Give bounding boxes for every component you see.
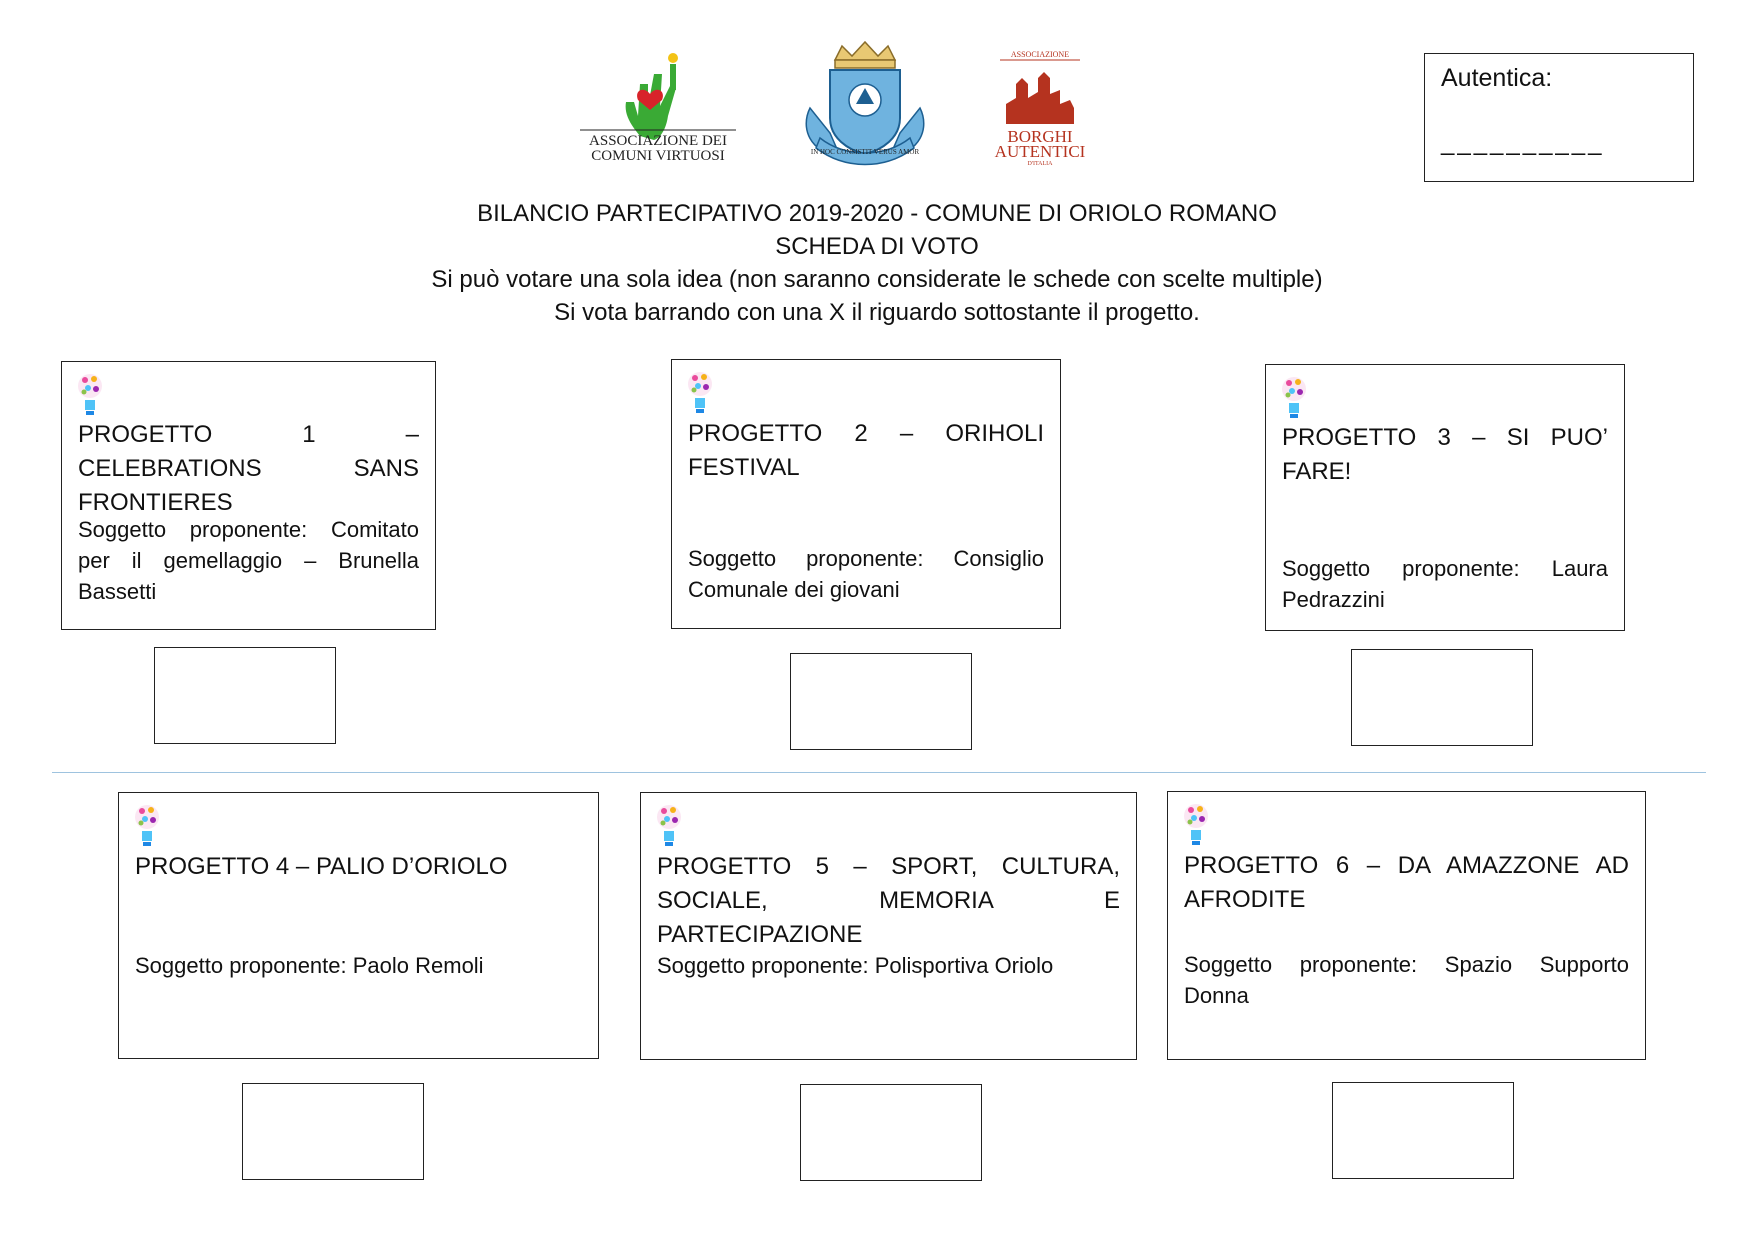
- project-card-4: [118, 792, 599, 1059]
- project-3-title: PROGETTO 3 – SI PUO’ FARE!: [1282, 424, 1608, 485]
- authentic-label: Autentica:: [1441, 64, 1553, 92]
- section-divider: [52, 772, 1706, 773]
- project-6-proposer: Soggetto proponente: Spazio Supporto Donna: [1184, 952, 1629, 1008]
- lightbulb-icon: [1280, 373, 1308, 421]
- project-card-5: [640, 792, 1137, 1060]
- lightbulb-icon: [76, 370, 104, 418]
- project-2-proposer: Soggetto proponente: Consiglio Comunale dei giovani: [688, 546, 1044, 602]
- authentic-box[interactable]: [1424, 53, 1694, 182]
- project-4-proposer: Soggetto proponente: Paolo Remoli: [135, 953, 484, 978]
- lightbulb-icon: [655, 801, 683, 849]
- project-5-title: PROGETTO 5 – SPORT, CULTURA, SOCIALE, MEMORIA E PARTECIPAZIONE: [657, 853, 1120, 948]
- lightbulb-icon: [1182, 800, 1210, 848]
- logo-borghi-autentici: [990, 48, 1090, 166]
- project-2-title: PROGETTO 2 – ORIHOLI FESTIVAL: [688, 420, 1044, 481]
- project-card-3: [1265, 364, 1625, 631]
- lightbulb-icon: [133, 801, 161, 849]
- ballot-title: BILANCIO PARTECIPATIVO 2019-2020 - COMUNE DI ORIOLO ROMANO: [477, 200, 1277, 227]
- logo-comuni-virtuosi: [580, 44, 736, 164]
- project-card-2: [671, 359, 1061, 629]
- borghi-top: ASSOCIAZIONE: [1010, 50, 1070, 59]
- vote-box-2[interactable]: [790, 653, 972, 750]
- vote-box-4[interactable]: [242, 1083, 424, 1180]
- project-5-proposer: Soggetto proponente: Polisportiva Oriolo: [657, 953, 1054, 978]
- vote-box-5[interactable]: [800, 1084, 982, 1181]
- ballot-subtitle: SCHEDA DI VOTO: [775, 233, 979, 260]
- borghi-line2: AUTENTICI: [994, 142, 1086, 161]
- project-3-proposer: Soggetto proponente: Laura Pedrazzini: [1282, 556, 1608, 612]
- project-1-title: PROGETTO 1 – CELEBRATIONS SANS FRONTIERES: [78, 421, 419, 516]
- vote-box-6[interactable]: [1332, 1082, 1514, 1179]
- project-1-proposer: Soggetto proponente: Comitato per il gemellaggio – Brunella Bassetti: [78, 517, 419, 604]
- borghi-line1: BORGHI: [1007, 127, 1073, 146]
- vote-box-1[interactable]: [154, 647, 336, 744]
- logo-virtuosi-line2: COMUNI VIRTUOSI: [591, 148, 725, 164]
- project-card-1: [61, 361, 436, 630]
- lightbulb-icon: [686, 368, 714, 416]
- project-card-6: [1167, 791, 1646, 1060]
- logo-stemma-oriolo: [790, 38, 940, 168]
- project-4-title: PROGETTO 4 – PALIO D’ORIOLO: [135, 853, 508, 880]
- ballot-rule-1: Si può votare una sola idea (non saranno considerate le schede con scelte multiple): [431, 266, 1323, 293]
- logo-virtuosi-line1: ASSOCIAZIONE DEI: [589, 133, 727, 149]
- ballot-rule-2: Si vota barrando con una X il riguardo sottostante il progetto.: [554, 299, 1200, 326]
- project-6-title: PROGETTO 6 – DA AMAZZONE AD AFRODITE: [1184, 852, 1629, 913]
- vote-box-3[interactable]: [1351, 649, 1533, 746]
- stemma-motto: IN HOC CONSISTIT VERUS AMOR: [810, 148, 920, 156]
- borghi-line3: D'ITALIA: [1027, 161, 1053, 166]
- authentic-line: __________: [1441, 129, 1605, 156]
